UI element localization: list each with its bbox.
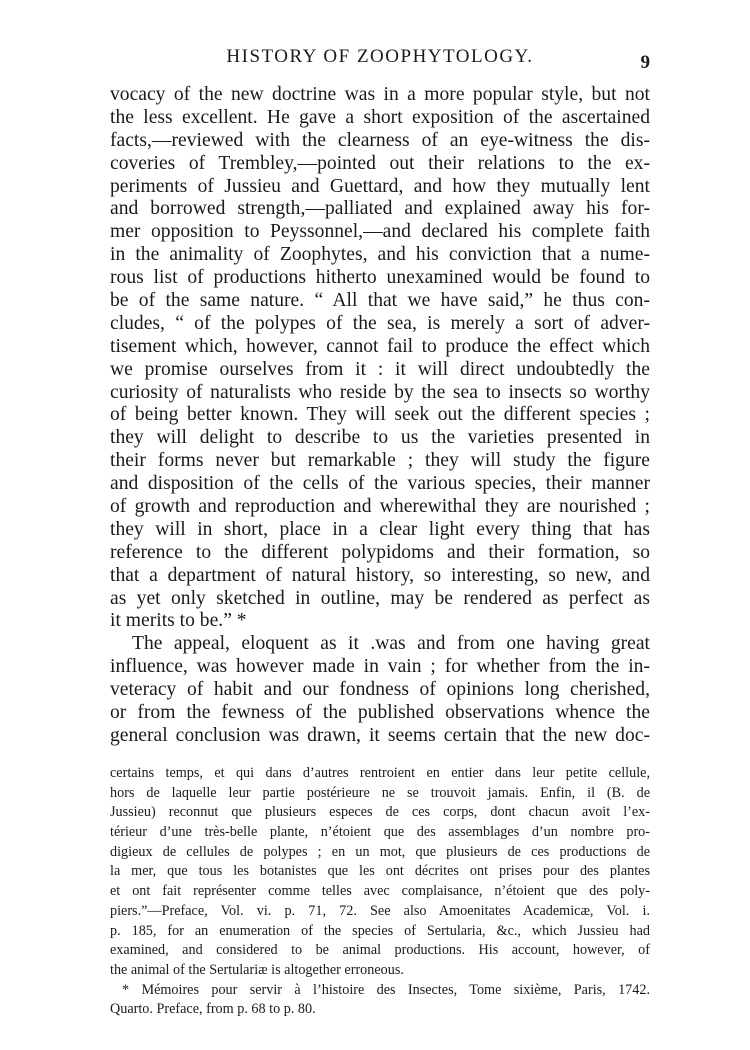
text-line: of growth and reproduction and wherewithal they are nourished ; [110,496,650,518]
text-line: reference to the different polypidoms and their formation, so [110,541,650,563]
footnote-line: p. 185, for an enumeration of the species of Sertularia, &c., which Jussieu had [110,922,650,939]
running-title: HISTORY OF ZOOPHYTOLOGY. [226,46,534,67]
text-line: general conclusion was drawn, it seems certain that the new doc- [110,724,650,746]
text-line: that a department of natural history, so interesting, so new, and [110,564,650,586]
footnote-line: Jussieu) reconnut que plusieurs especes de ces corps, dont chacun avoit l’ex- [110,804,650,821]
footnote-line: la mer, que tous les botanistes que les ont décrites ont prises pour des plantes [110,863,650,880]
text-line: we promise ourselves from it : it will direct undoubtedly the [110,358,650,380]
text-line: as yet only sketched in outline, may be rendered as perfect as [110,587,650,609]
text-line: they will delight to describe to us the varieties presented in [110,427,650,449]
footnote-line: * Mémoires pour servir à l’histoire des Insectes, Tome sixième, Paris, 1742. [122,981,650,998]
footnote-line: Quarto. Preface, from p. 68 to p. 80. [110,1001,316,1018]
text-line: periments of Jussieu and Guettard, and how they mutually lent [110,175,650,197]
text-line: it merits to be.” * [110,610,247,632]
text-line: rous list of productions hitherto unexamined would be found to [110,267,650,289]
footnote-line: digieux de cellules de polypes ; en un mot, que plusieurs de ces productions de [110,843,650,860]
footnote-line: certains temps, et qui dans d’autres rentroient en entier dans leur petite cellule, [110,765,650,781]
paragraph-2 [110,633,650,747]
footnote-line: hors de laquelle leur partie postérieure ne se trouvoit jamais. Enfin, il (B. de [110,784,650,801]
footnote-continued [110,764,650,981]
text-line: cludes, “ of the polypes of the sea, is merely a sort of adver- [110,312,650,334]
footnote-line: térieur d’une très-belle plante, n’étoient que des assemblages d’un nombre pro- [110,824,650,841]
text-line: coveries of Trembley,—pointed out their relations to the ex- [110,152,650,174]
text-line: curiosity of naturalists who reside by the sea to insects so worthy [110,381,650,403]
text-line: tisement which, however, cannot fail to produce the effect which [110,335,650,357]
text-line: influence, was however made in vain ; for whether from the in- [110,656,650,678]
text-line: or from the fewness of the published observations whence the [110,702,650,724]
paragraph-1 [110,84,650,633]
footnote-line: examined, and considered to be animal productions. His account, however, of [110,942,650,959]
text-line: the less excellent. He gave a short exposition of the ascertained [110,106,650,128]
page-header [110,46,650,76]
text-line: and borrowed strength,—palliated and explained away his for- [110,198,650,220]
footnote-line: the animal of the Sertulariæ is altogether erroneous. [110,961,404,978]
footnote-line: piers.”—Preface, Vol. vi. p. 71, 72. See also Amoenitates Academicæ, Vol. i. [110,902,650,919]
text-line: veteracy of habit and our fondness of opinions long cherished, [110,679,650,701]
text-line: of being better known. They will seek out the different species ; [110,404,650,426]
text-line: be of the same nature. “ All that we have said,” he thus con- [110,290,650,312]
text-line: and disposition of the cells of the various species, their manner [110,473,650,495]
main-text [110,84,650,748]
footnote-line: et ont fait représenter comme telles avec complaisance, n’étoient que des poly- [110,883,650,900]
text-line: their forms never but remarkable ; they will study the figure [110,450,650,472]
page-number: 9 [640,52,650,73]
text-line: in the animality of Zoophytes, and his conviction that a nume- [110,244,650,266]
text-line: vocacy of the new doctrine was in a more popular style, but not [110,84,650,105]
footnote-star [110,981,650,1020]
text-line: facts,—reviewed with the clearness of an eye-witness the dis- [110,129,650,151]
text-line: The appeal, eloquent as it .was and from one having great [132,633,650,655]
text-line: they will in short, place in a clear light every thing that has [110,518,650,540]
footnotes [110,764,650,1020]
text-line: mer opposition to Peyssonnel,—and declared his complete faith [110,221,650,243]
